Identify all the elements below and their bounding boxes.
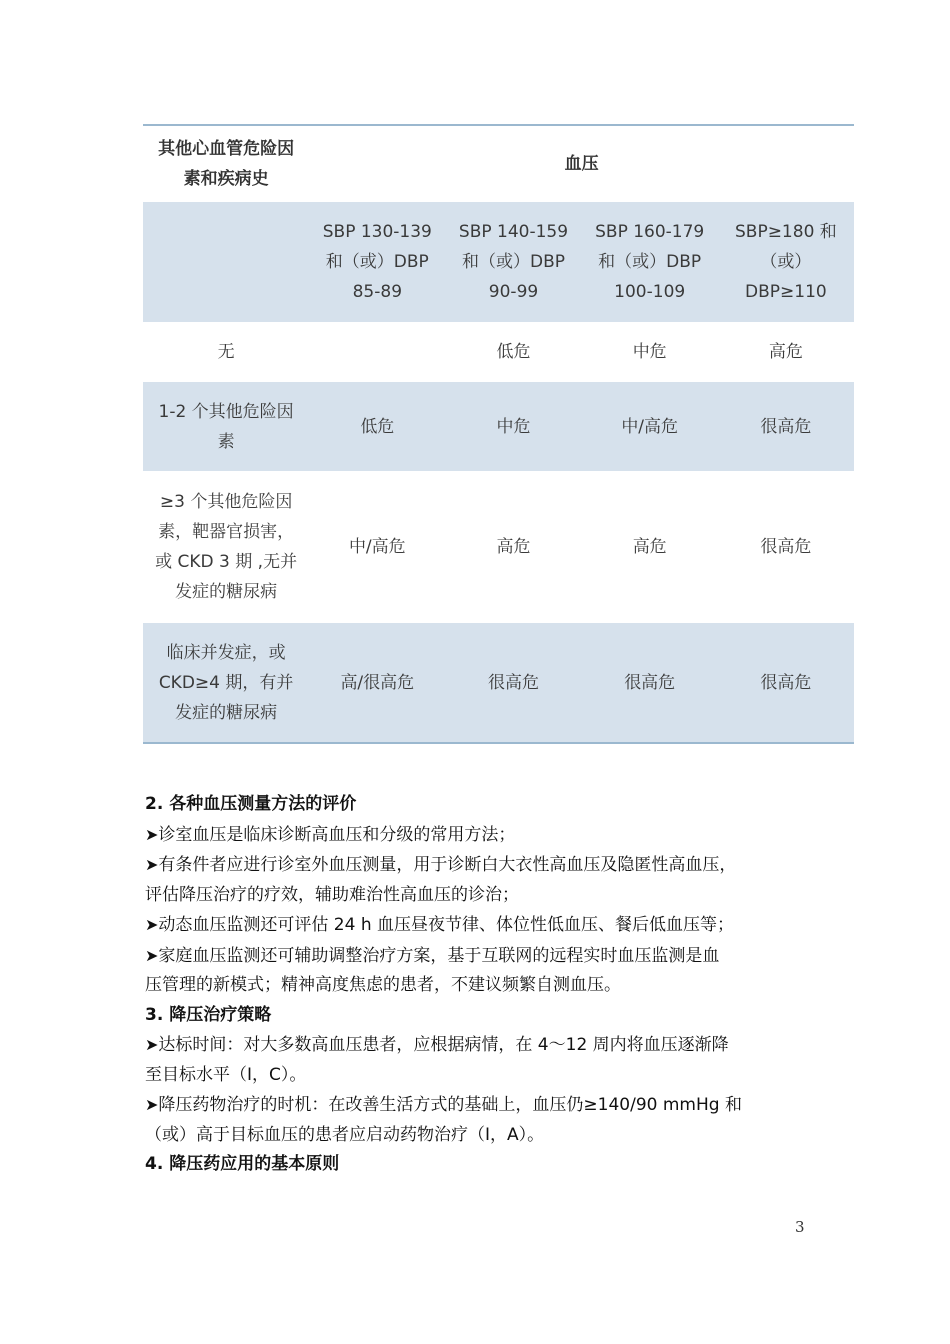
bp-column-1: SBP 130-139 和（或）DBP 85-89 [309,202,445,322]
table-cell: 中/高危 [348,537,406,557]
header-risk-factors: 其他心血管危险因素和疾病史 [158,139,295,189]
table-cell: 很高危 [760,537,812,557]
table-cell-empty [143,202,309,322]
bullet-continuation: （或）高于目标血压的患者应启动药物治疗（Ⅰ，A）。 [145,1124,545,1145]
table-cell: 很高危 [445,623,581,743]
table-cell: 高危 [768,342,803,362]
table-cell: 中危 [445,382,581,471]
arrow-bullet-icon: ➤ [145,945,159,965]
bp-column-2: SBP 140-159 和（或）DBP 90-99 [445,202,581,322]
bullet-line: ➤有条件者应进行诊室外血压测量，用于诊断白大衣性高血压及隐匿性高血压， [145,855,737,875]
section-heading-4: 4. 降压药应用的基本原则 [145,1154,340,1174]
bullet-line: ➤诊室血压是临床诊断高血压和分级的常用方法； [145,824,516,845]
bullet-continuation: 评估降压治疗的疗效，辅助难治性高血压的诊治； [145,884,519,905]
table-row [143,322,854,382]
bullet-line: ➤降压药物治疗的时机：在改善生活方式的基础上，血压仍≥140/90 mmHg 和 [145,1095,742,1115]
table-cell: 低危 [496,342,531,362]
row-label: 无 [217,342,235,362]
section-heading-2: 2. 各种血压测量方法的评价 [145,794,357,814]
bullet-line: ➤达标时间：对大多数高血压患者，应根据病情，在 4～12 周内将血压逐渐降 [145,1035,729,1055]
table-cell: 中/高危 [582,382,718,471]
bullet-line: ➤家庭血压监测还可辅助调整治疗方案，基于互联网的远程实时血压监测是血 [145,945,720,966]
header-blood-pressure: 血压 [564,154,599,174]
bp-column-3: SBP 160-179 和（或）DBP 100-109 [582,202,718,322]
table-cell: 高危 [496,537,531,557]
arrow-bullet-icon: ➤ [145,824,159,844]
arrow-bullet-icon: ➤ [145,1095,159,1114]
table-cell: 很高危 [718,382,854,471]
table-cell: 高危 [632,537,667,557]
cardiovascular-risk-table [143,124,854,744]
body-text [145,790,825,1180]
bullet-continuation: 至目标水平（Ⅰ，C）。 [145,1064,307,1085]
table-bp-range-row [143,202,854,322]
table-cell: 高/很高危 [309,623,445,743]
arrow-bullet-icon: ➤ [145,1035,159,1054]
section-heading-3: 3. 降压治疗策略 [145,1004,272,1025]
table-header-row [143,125,854,202]
table-row [143,382,854,471]
arrow-bullet-icon: ➤ [145,915,159,934]
bullet-line: ➤动态血压监测还可评估 24 h 血压昼夜节律、体位性低血压、餐后低血压等； [145,915,735,935]
row-label: ≥3 个其他危险因素，靶器官损害，或 CKD 3 期 ,无并发症的糖尿病 [155,492,298,602]
table-row [143,471,854,623]
table-row [143,623,854,743]
table-cell: 低危 [309,382,445,471]
row-label: 临床并发症，或CKD≥4 期，有并发症的糖尿病 [143,623,309,743]
table-cell: 很高危 [582,623,718,743]
table-cell [309,322,445,382]
row-label: 1-2 个其他危险因素 [143,382,309,471]
page-number: 3 [795,1218,805,1236]
table-cell: 中危 [632,342,667,362]
table-cell: 很高危 [718,623,854,743]
arrow-bullet-icon: ➤ [145,855,159,874]
bp-column-4: SBP≥180 和（或）DBP≥110 [718,202,854,322]
bullet-continuation: 压管理的新模式；精神高度焦虑的患者，不建议频繁自测血压。 [145,975,621,995]
